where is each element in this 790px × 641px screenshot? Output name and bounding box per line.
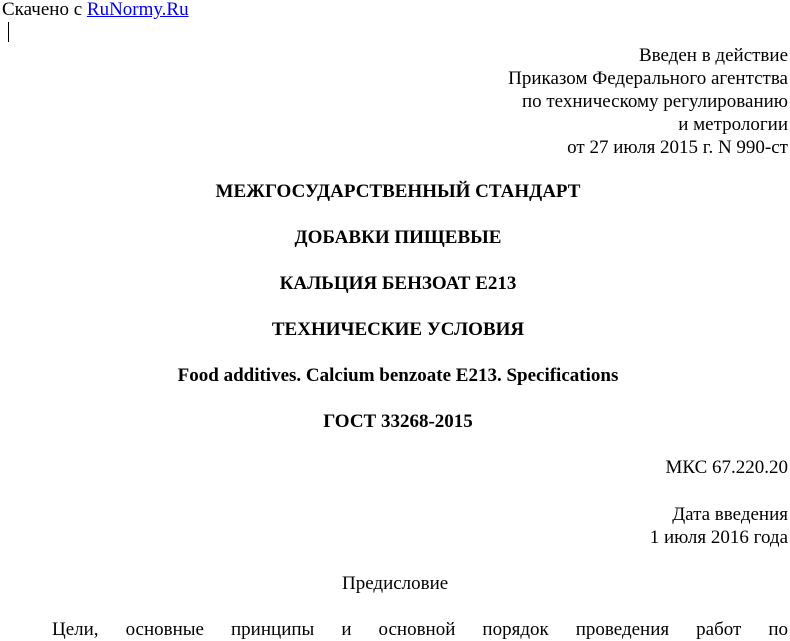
- conditions-title: ТЕХНИЧЕСКИЕ УСЛОВИЯ: [271, 319, 525, 340]
- enactment-line-2: Приказом Федерального агентства: [508, 68, 788, 89]
- enactment-line-1: Введен в действие: [638, 45, 788, 66]
- preface-word: принципы: [231, 619, 315, 640]
- intro-date-value: 1 июля 2016 года: [649, 527, 788, 548]
- enactment-line-5: от 27 июля 2015 г. N 990-ст: [567, 137, 788, 158]
- preface-word: основной: [378, 619, 456, 640]
- english-title: Food additives. Calcium benzoate E213. Specifications: [177, 365, 619, 386]
- preface-word: порядок: [482, 619, 549, 640]
- mks-code: МКС 67.220.20: [665, 457, 788, 478]
- preface-word: по: [768, 619, 788, 640]
- category-title: ДОБАВКИ ПИЩЕВЫЕ: [294, 227, 502, 248]
- gost-code: ГОСТ 33268-2015: [323, 411, 473, 432]
- preface-word: Цели,: [52, 619, 99, 640]
- product-title: КАЛЬЦИЯ БЕНЗОАТ E213: [279, 273, 517, 294]
- preface-word: проведения: [575, 619, 670, 640]
- text-cursor: [8, 22, 9, 42]
- download-source: [2, 0, 189, 21]
- preface-word: и: [341, 619, 352, 640]
- standard-type-title: МЕЖГОСУДАРСТВЕННЫЙ СТАНДАРТ: [215, 181, 581, 202]
- enactment-line-4: и метрологии: [678, 114, 788, 135]
- enactment-line-3: по техническому регулированию: [521, 91, 788, 112]
- intro-date-label: Дата введения: [672, 504, 788, 525]
- preface-heading: Предисловие: [342, 573, 449, 594]
- preface-first-line: [52, 618, 788, 641]
- preface-word: работ: [696, 619, 742, 640]
- site-link[interactable]: RuNormy.Ru: [86, 0, 189, 20]
- preface-word: основные: [125, 619, 204, 640]
- download-prefix: Скачено с: [2, 0, 83, 20]
